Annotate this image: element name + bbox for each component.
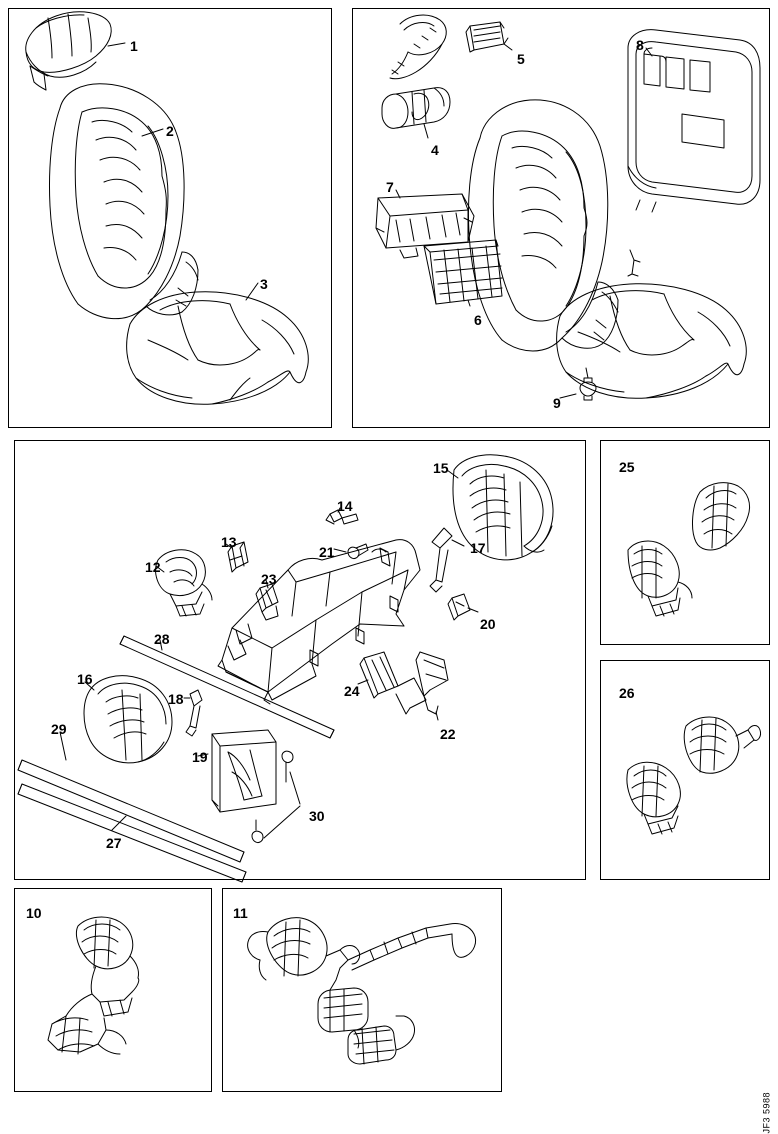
seat-belt-10-panel: [14, 888, 212, 1092]
callout-9: 9: [553, 395, 561, 411]
callout-23: 23: [261, 571, 277, 587]
callout-7: 7: [386, 179, 394, 195]
callout-30: 30: [309, 808, 325, 824]
callout-1: 1: [130, 38, 138, 54]
callout-11: 11: [233, 905, 248, 921]
callout-3: 3: [260, 276, 268, 292]
callout-12: 12: [145, 559, 161, 575]
front-seat-assembly-panel: [8, 8, 332, 428]
callout-29: 29: [51, 721, 67, 737]
callout-28: 28: [154, 631, 170, 647]
callout-5: 5: [517, 51, 525, 67]
callout-4: 4: [431, 142, 439, 158]
callout-14: 14: [337, 498, 353, 514]
callout-24: 24: [344, 683, 360, 699]
callout-26: 26: [619, 685, 635, 701]
callout-10: 10: [26, 905, 42, 921]
callout-27: 27: [106, 835, 122, 851]
callout-21: 21: [319, 544, 335, 560]
callout-20: 20: [480, 616, 496, 632]
callout-2: 2: [166, 123, 174, 139]
callout-8: 8: [636, 37, 644, 53]
callout-6: 6: [474, 312, 482, 328]
callout-13: 13: [221, 534, 237, 550]
callout-17: 17: [470, 540, 486, 556]
seat-belt-11-panel: [222, 888, 502, 1092]
seat-trim-accessories-panel: [352, 8, 770, 428]
callout-16: 16: [77, 671, 93, 687]
callout-19: 19: [192, 749, 208, 765]
callout-25: 25: [619, 459, 635, 475]
sheet-code: JF3 5988: [762, 1092, 772, 1134]
callout-18: 18: [168, 691, 184, 707]
callout-22: 22: [440, 726, 456, 742]
seat-frame-rails-panel: [14, 440, 586, 880]
callout-15: 15: [433, 460, 449, 476]
